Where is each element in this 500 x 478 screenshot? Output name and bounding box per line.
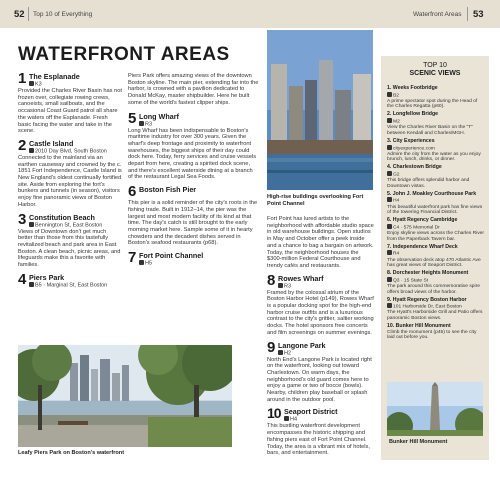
piers-park-caption: Leafy Piers Park on Boston's waterfront	[18, 450, 125, 456]
entry-name: Constitution Beach	[29, 212, 95, 222]
list-item-address	[387, 145, 485, 152]
entry-name: Fort Point Channel	[139, 251, 204, 261]
entry-name: Rowes Wharf	[278, 273, 324, 283]
scenic-views-list	[387, 86, 485, 344]
list-item-address-text: cityexperience.com	[393, 146, 435, 152]
entry-4	[18, 270, 122, 289]
list-item-description: Admire the city from the water as you enjoy brunch, lunch, drinks, or dinner.	[387, 151, 481, 163]
entry-number: 1	[18, 70, 27, 87]
list-item-description: Enjoy skyline views across the Charles River from the Paperback Tavern bar.	[387, 231, 485, 242]
list-item-address	[387, 92, 485, 99]
bunker-hill-caption: Bunker Hill Monument	[389, 439, 448, 445]
list-item-title: 8. Dorchester Heights Monument	[387, 270, 469, 277]
map-icon	[278, 283, 283, 288]
map-icon	[278, 350, 283, 355]
map-icon	[387, 224, 392, 229]
column-2	[128, 73, 259, 272]
list-item	[387, 271, 485, 295]
fort-point-image	[267, 30, 373, 190]
entry-address: K3	[35, 81, 42, 88]
list-item-address	[387, 197, 485, 204]
list-item-title: 4. Charlestown Bridge	[387, 164, 442, 171]
entry-description: Views of Downtown don't get much better than those from this tastefully revitalized beach and park area in East Boston. A clean beach, picnic areas, and lifeguards make this a favorite with families.	[18, 228, 121, 269]
sidebar-heading-top: TOP 10	[423, 62, 447, 69]
address-icon	[387, 303, 392, 308]
page-header	[0, 0, 500, 28]
entry-number: 9	[267, 338, 276, 356]
bunker-hill-image	[387, 382, 483, 436]
entry-7	[128, 249, 259, 267]
entry-name: Boston Fish Pier	[139, 185, 197, 195]
left-section-label: Top 10 of Everything	[33, 11, 93, 18]
list-item-description: View the Charles River Basin on the "T" between Kendall and Charles/MGH.	[387, 125, 474, 136]
entry-number: 6	[128, 183, 137, 201]
entry-number: 7	[128, 249, 137, 267]
entry-5	[128, 109, 259, 182]
entry-name: Langone Park	[278, 340, 326, 350]
entry-address: R3	[284, 283, 292, 290]
map-icon	[29, 81, 34, 86]
entry-9	[267, 338, 374, 404]
list-item	[387, 112, 485, 136]
list-item-description: This beautiful waterfront park has fine views of the towering Financial District.	[387, 204, 483, 216]
column-3	[267, 216, 374, 462]
list-item-address-text: B2	[393, 93, 399, 99]
list-item-description: The park around this commemorative spire offers broad views of the harbor.	[387, 283, 480, 295]
entry-description-continued: Piers Park offers amazing views of the downtown Boston skyline. The main pier, extending far into the harbor, is crowned with a pavilion dedicated to Donald McKay, master shipbuilder. Here he built some of the world's fastest clipper ships.	[128, 73, 259, 106]
entry-address: H4	[290, 416, 298, 423]
web-icon	[387, 145, 392, 150]
address-icon	[29, 148, 34, 153]
list-item-title: 7. Independence Wharf Deck	[387, 243, 458, 250]
map-icon	[387, 92, 392, 97]
list-item	[387, 86, 485, 110]
entry-description: This bustling waterfront development encompasses the historic shipping and fishing piers east of Fort Point Channel. Today, the area is a vibrant mix of hotels, bars, and entertainment.	[267, 423, 370, 457]
list-item-address-text: M2	[393, 119, 400, 125]
entry-address: 2010 Day Blvd, South Boston	[35, 148, 107, 155]
list-item-description: A prime spectator spot during the Head of the Charles Regatta (p60).	[387, 98, 478, 110]
bunker-hill-photo	[387, 382, 483, 436]
address-icon	[29, 222, 34, 227]
list-item-description: The Hyatt's Harborside Grill and Patio offers panoramic Boston views.	[387, 310, 483, 322]
scenic-views-sidebar	[381, 56, 489, 460]
map-icon	[387, 171, 392, 176]
entry-number: 3	[18, 210, 27, 228]
header-divider	[28, 7, 29, 21]
list-item	[387, 165, 485, 189]
sidebar-heading	[381, 62, 489, 78]
entry-6	[128, 183, 259, 247]
list-item-title: 2. Longfellow Bridge	[387, 111, 439, 118]
entry-2	[18, 136, 122, 209]
map-icon	[387, 118, 392, 123]
list-item-address	[387, 250, 485, 257]
column-1	[18, 70, 123, 294]
list-item-address-text: R4	[393, 251, 400, 257]
list-item	[387, 298, 485, 322]
list-item-address	[387, 224, 485, 231]
list-item-title: 1. Weeks Footbridge	[387, 85, 438, 91]
sidebar-heading-bottom: SCENIC VIEWS	[409, 70, 461, 77]
list-item-title: 5. John J. Moakley Courthouse Park	[387, 190, 477, 197]
entry-8	[267, 271, 374, 337]
entry-name: Long Wharf	[139, 111, 179, 121]
entry-number: 2	[18, 136, 27, 154]
piers-park-image	[18, 345, 232, 447]
list-item-address-text: 101 Harborside Dr, East Boston	[393, 304, 462, 310]
entry-10	[267, 405, 374, 457]
entry-description: Framed by the colossal atrium of the Boston Harbor Hotel (p149), Rowes Wharf is a popular docking spot for the high-end harbor cruise outfits and is a luxurious contrast to the city's grittier, saltier working docks. The hotel sponsors free concerts and film screenings on summer evenings.	[267, 289, 374, 336]
list-item-title: 10. Bunker Hill Monument	[387, 323, 451, 330]
list-item-address-text: C4 · 575 Memorial Dr	[393, 225, 440, 231]
piers-park-photo	[18, 345, 232, 447]
entry-description: This pier is a solid reminder of the city's roots in the fishing trade. Built in 1912–14, the pier was the largest and most modern facility of its kind at that time. The day's catch is still brought to the early morning market here. Sample some of it in hearty chowders and the decadent dishes served in Boston's seafood restaurants (p68).	[128, 200, 258, 247]
entry-number: 4	[18, 270, 27, 288]
fort-point-caption: High-rise buildings overlooking Fort Point Channel	[267, 194, 364, 207]
left-page-number: 52	[14, 9, 25, 20]
list-item-title: 9. Hyatt Regency Boston Harbor	[387, 296, 467, 303]
entry-address: Bennington St, East Boston	[35, 222, 103, 229]
list-item-title: 3. City Experiences	[387, 137, 435, 144]
map-icon	[139, 121, 144, 126]
list-item-description: The observation deck atop 470 Atlantic Ave has great views of Seaport District.	[387, 257, 481, 269]
entry-address: H5	[145, 260, 153, 267]
entry-address: H2	[284, 350, 292, 357]
entry-1	[18, 70, 123, 135]
entry-3	[18, 210, 122, 269]
list-item-title: 6. Hyatt Regency Cambridge	[387, 217, 458, 224]
map-icon	[284, 416, 289, 421]
entry-description: Long Wharf has been indispensable to Boston's maritime industry for over 300 years. Given the wharf's deep frontage and proximity to waterfront warehouses, the biggest ships of their day could dock here. Today, ferry services and cruise vessels depart from here, creating a spirited dock scene, and there's excellent waterside dining at a branch of the restaurant Legal Sea Foods.	[128, 127, 257, 181]
map-icon	[139, 260, 144, 265]
list-item	[387, 139, 485, 163]
list-item	[387, 218, 485, 242]
map-icon	[387, 250, 392, 255]
entry-number: 10	[267, 405, 281, 422]
entry-description: North End's Langone Park is located right on the waterfront, looking out toward Charlestown. On warm days, the neighborhood's old guard comes here to enjoy a game or two of bocce (bowls). Nearby, children play baseball or splash around in the outdoor pool.	[267, 356, 372, 403]
entry-number: 8	[267, 271, 276, 289]
entry-name: Seaport District	[284, 407, 338, 417]
map-icon	[387, 197, 392, 202]
list-item	[387, 324, 485, 341]
list-item-address	[387, 277, 485, 284]
list-item	[387, 245, 485, 269]
entry-description: Connected to the mainland via an earthen causeway and crowned by the c. 1851 Fort Independence, Castle Island is New England's oldest continually fortified site. Aside from exploring the fort's bunkers and tunnels (in season), visitors enjoy fine panoramic views of Boston Harbor.	[18, 154, 122, 208]
entry-name: Castle Island	[29, 138, 74, 148]
entry-number: 5	[128, 109, 137, 127]
right-page-number: 53	[473, 9, 484, 20]
right-section-label: Waterfront Areas	[413, 11, 462, 18]
entry-name: Piers Park	[29, 272, 65, 282]
page-title: WATERFRONT AREAS	[18, 44, 230, 65]
entry-name: The Esplanade	[29, 72, 80, 81]
entry-description: Provided the Charles River Basin has not frozen over, collegiate rowing crews, canoeists, small sailboats, and the occasional Coast Guard patrol all share the waters off the Esplanade. Fresh basic facing the water and take in the scene.	[18, 88, 123, 135]
entry-description-continued: Fort Point has lured artists to the neighborhood with affordable studio space in old warehouse buildings. Open studios in May and October offer a peek inside and a chance to bag a bargain on artwork. Today, the neighborhood houses the $300-million Federal Courthouse and trendy cafés and restaurants.	[267, 216, 374, 269]
list-item-description: Climb the monument (p45) to see the city laid out before you.	[387, 329, 477, 341]
map-icon	[29, 282, 34, 287]
entry-address: R3	[145, 121, 153, 128]
header-divider	[467, 7, 468, 21]
entry-address: B5 · Marginal St, East Boston	[35, 282, 108, 289]
map-icon	[387, 277, 392, 282]
list-item-description: This bridge offers splendid harbor and Downtown vistas.	[387, 178, 470, 189]
list-item-address-text: Q3 · 15 State St	[393, 278, 429, 284]
list-item-address-text: G2	[393, 172, 400, 178]
list-item	[387, 192, 485, 216]
list-item-address-text: H4	[393, 198, 400, 204]
fort-point-photo	[267, 30, 373, 190]
